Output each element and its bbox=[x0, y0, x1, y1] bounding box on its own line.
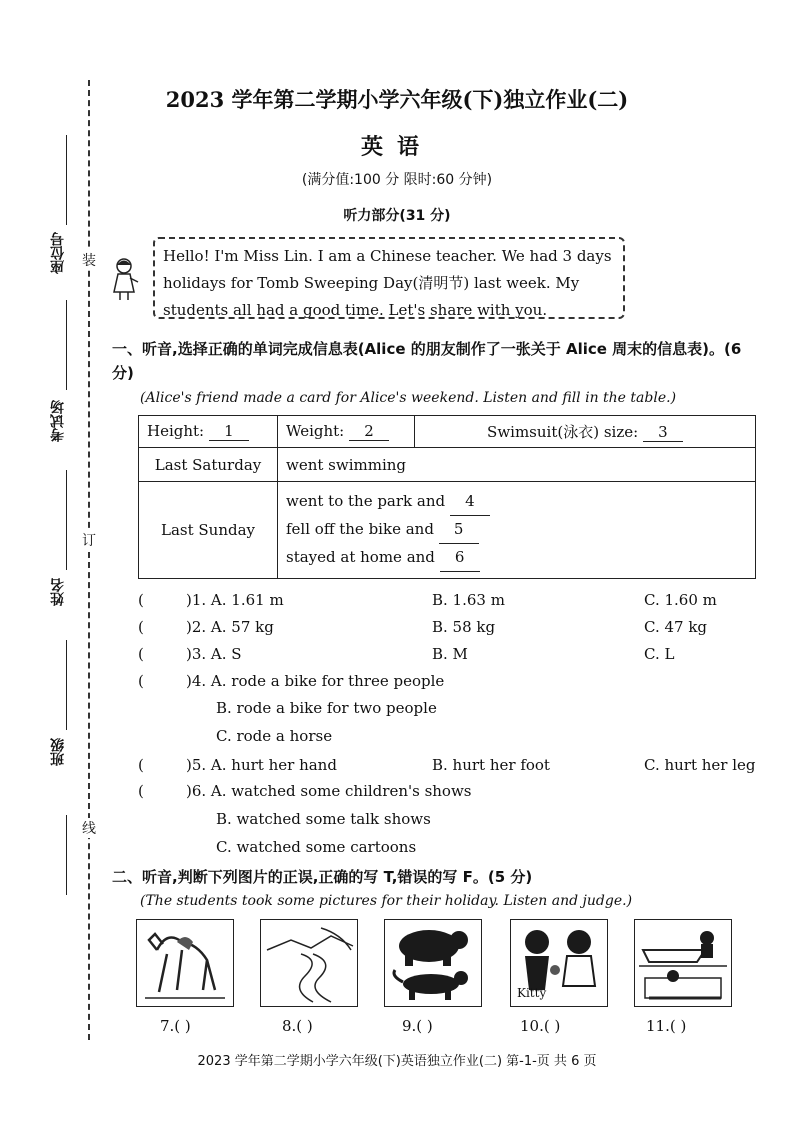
sunday-blank-5[interactable]: 5 bbox=[439, 516, 479, 544]
option-b: B. M bbox=[432, 645, 468, 663]
exam-room-label: 考试场 bbox=[50, 400, 66, 442]
question-4-b bbox=[138, 699, 778, 725]
weight-cell bbox=[278, 416, 415, 448]
class-line bbox=[66, 640, 67, 730]
margin-bottom-line bbox=[66, 815, 67, 895]
sunday-blank-6[interactable]: 6 bbox=[440, 544, 480, 572]
page-title: 2023 学年第二学期小学六年级(下)独立作业(二) bbox=[165, 87, 629, 112]
picture-11-answer[interactable]: 11.( ) bbox=[646, 1017, 687, 1035]
swimsuit-blank[interactable]: 3 bbox=[643, 423, 683, 442]
part1-subheading: (Alice's friend made a card for Alice's weekend. Listen and fill in the table.) bbox=[140, 390, 677, 406]
option-b: B. hurt her foot bbox=[432, 756, 550, 774]
option-c: C. L bbox=[644, 645, 675, 663]
option-b: B. watched some talk shows bbox=[216, 810, 431, 828]
horse-icon bbox=[136, 919, 234, 1007]
teacher-icon bbox=[110, 256, 140, 302]
option-a: )3. A. S bbox=[186, 645, 242, 663]
answer-paren[interactable]: ( bbox=[138, 591, 144, 609]
height-cell bbox=[139, 416, 278, 448]
bear-icon bbox=[384, 919, 482, 1007]
last-saturday-label: Last Saturday bbox=[139, 448, 278, 482]
question-1 bbox=[138, 591, 778, 617]
answer-paren[interactable]: ( bbox=[138, 672, 144, 690]
option-a: )4. A. rode a bike for three people bbox=[186, 672, 445, 690]
last-sunday-values bbox=[278, 482, 756, 579]
last-sunday-label: Last Sunday bbox=[139, 482, 278, 579]
weight-blank[interactable]: 2 bbox=[349, 422, 389, 441]
height-label: Height: bbox=[147, 422, 205, 440]
page-footer: 2023 学年第二学期小学六年级(下)英语独立作业(二) 第-1-页 共 6 页 bbox=[197, 1054, 597, 1069]
answer-paren[interactable]: ( bbox=[138, 645, 144, 663]
answer-paren[interactable]: ( bbox=[138, 618, 144, 636]
answer-paren[interactable]: ( bbox=[138, 782, 144, 800]
picture-8-answer[interactable]: 8.( ) bbox=[282, 1017, 313, 1035]
swimsuit-label: Swimsuit(泳衣) size: bbox=[487, 423, 639, 441]
part1-heading: 一、听音,选择正确的单词完成信息表(Alice 的朋友制作了一张关于 Alice 周末的信息表)。(6 分) bbox=[112, 340, 742, 382]
height-blank[interactable]: 1 bbox=[209, 422, 249, 441]
option-c: C. 1.60 m bbox=[644, 591, 717, 609]
answer-paren[interactable]: ( bbox=[138, 756, 144, 774]
question-4 bbox=[138, 672, 778, 698]
picture-10-answer[interactable]: 10.( ) bbox=[520, 1017, 561, 1035]
score-time-info: (满分值:100 分 限时:60 分钟) bbox=[301, 172, 493, 188]
girls-icon bbox=[510, 919, 608, 1007]
option-c: C. watched some cartoons bbox=[216, 838, 417, 856]
option-a: )6. A. watched some children's shows bbox=[186, 782, 472, 800]
option-a: )1. A. 1.61 m bbox=[186, 591, 284, 609]
question-6-c bbox=[138, 838, 778, 864]
last-saturday-value: went swimming bbox=[278, 448, 756, 482]
alice-weekend-card bbox=[138, 415, 756, 579]
listening-section-title: 听力部分(31 分) bbox=[343, 208, 451, 224]
teacher-intro-box: Hello! I'm Miss Lin. I am a Chinese teacher. We had 3 days holidays for Tomb Sweeping Day(清明节) last week. My students all had a good time. Let's share with you. bbox=[153, 237, 625, 319]
name-line bbox=[66, 470, 67, 570]
picture-9-answer[interactable]: 9.( ) bbox=[402, 1017, 433, 1035]
question-6-b bbox=[138, 810, 778, 836]
margin-mark-zhuang: 装 bbox=[80, 250, 98, 270]
class-label: 班级 bbox=[50, 738, 66, 766]
part2-subheading: (The students took some pictures for their holiday. Listen and judge.) bbox=[140, 893, 633, 909]
girl-name-caption: Kitty bbox=[517, 986, 547, 1000]
margin-mark-xian: 线 bbox=[80, 818, 98, 838]
seat-number-label: 座位号 bbox=[50, 232, 66, 274]
option-a: )5. A. hurt her hand bbox=[186, 756, 337, 774]
option-c: C. hurt her leg bbox=[644, 756, 756, 774]
option-c: C. 47 kg bbox=[644, 618, 708, 636]
option-b: B. rode a bike for two people bbox=[216, 699, 437, 717]
sunday-activity-3: stayed at home and bbox=[286, 548, 435, 566]
option-a: )2. A. 57 kg bbox=[186, 618, 274, 636]
sunday-activity-2: fell off the bike and bbox=[286, 520, 434, 538]
boat-icon bbox=[634, 919, 732, 1007]
river-icon bbox=[260, 919, 358, 1007]
name-label: 姓名 bbox=[50, 578, 66, 606]
weight-label: Weight: bbox=[286, 422, 345, 440]
margin-mark-ding: 订 bbox=[80, 530, 98, 550]
sunday-activity-1: went to the park and bbox=[286, 492, 446, 510]
option-b: B. 1.63 m bbox=[432, 591, 505, 609]
question-5 bbox=[138, 756, 778, 782]
question-2 bbox=[138, 618, 778, 644]
part2-heading: 二、听音,判断下列图片的正误,正确的写 T,错误的写 F。(5 分) bbox=[112, 868, 533, 886]
swimsuit-cell bbox=[415, 416, 756, 448]
question-3 bbox=[138, 645, 778, 671]
option-b: B. 58 kg bbox=[432, 618, 496, 636]
picture-7-answer[interactable]: 7.( ) bbox=[160, 1017, 191, 1035]
sunday-blank-4[interactable]: 4 bbox=[450, 488, 490, 516]
subject-title: 英语 bbox=[360, 135, 433, 160]
question-4-c bbox=[138, 727, 778, 753]
question-6 bbox=[138, 782, 778, 808]
option-c: C. rode a horse bbox=[216, 727, 333, 745]
exam-room-line bbox=[66, 300, 67, 390]
